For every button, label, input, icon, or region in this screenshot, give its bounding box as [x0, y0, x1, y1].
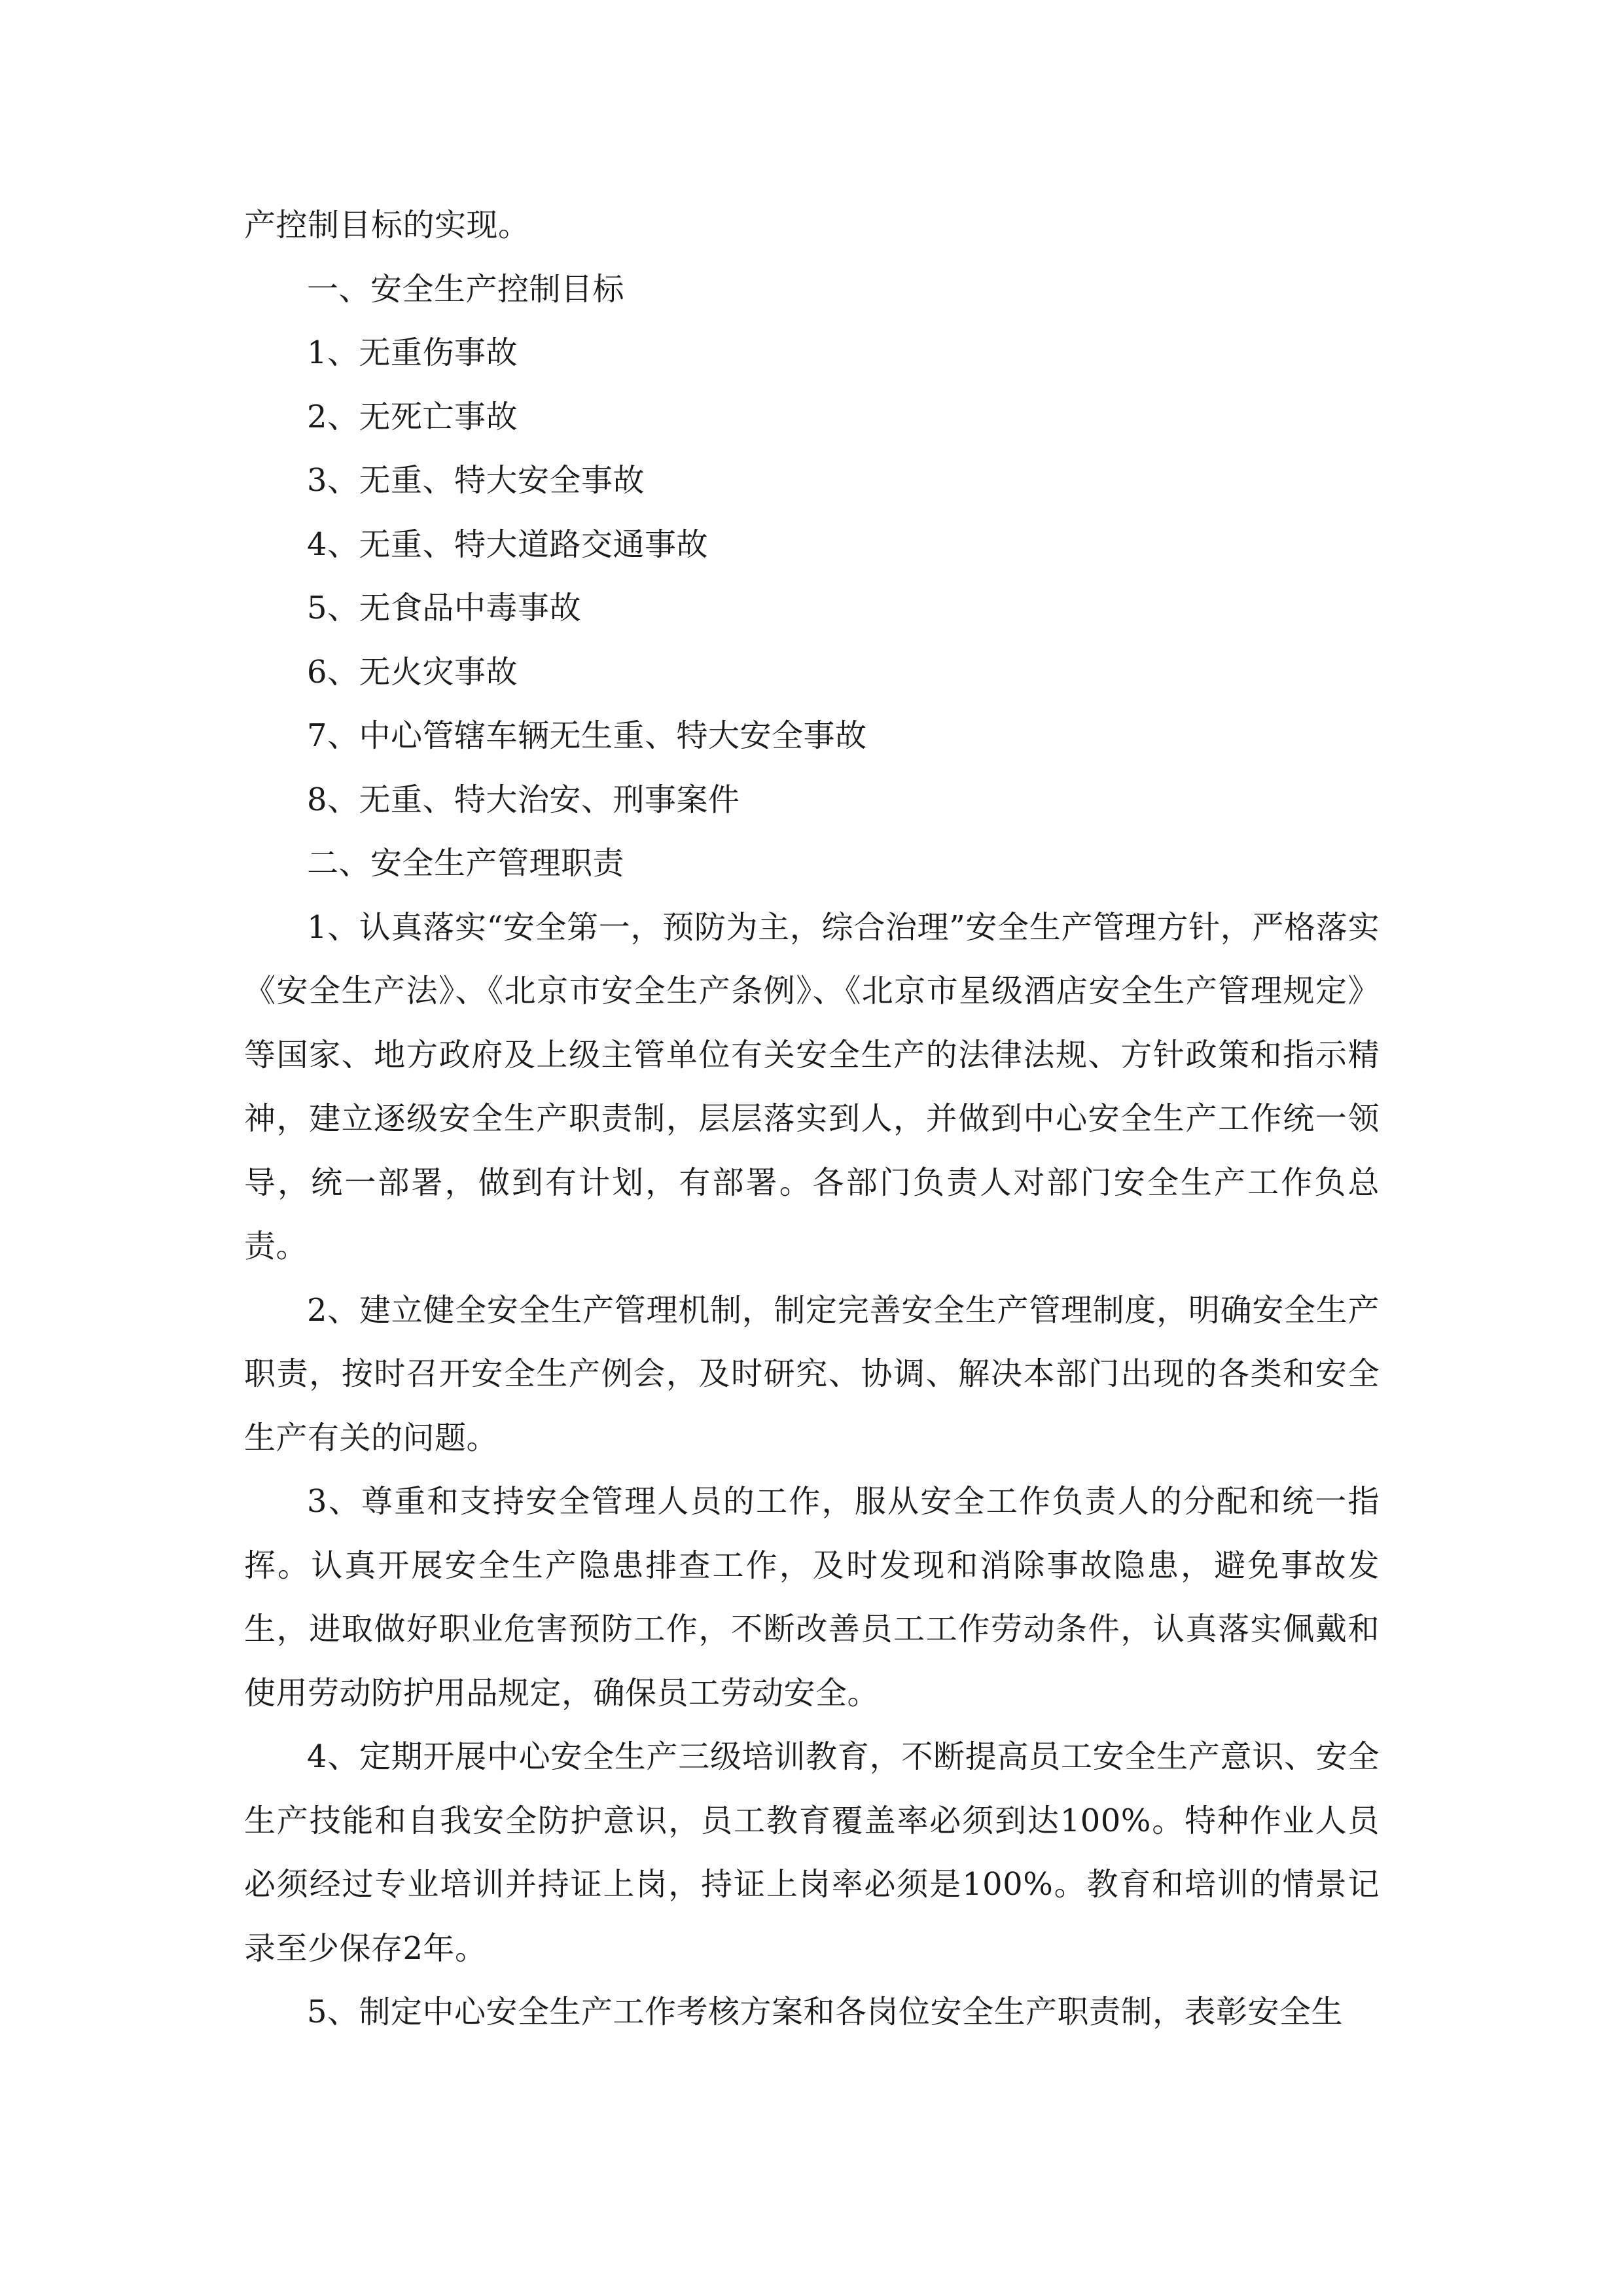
target-item: 2、无死亡事故 [307, 398, 518, 435]
target-item: 7、中心管辖车辆无生重、特大安全事故 [307, 717, 867, 754]
duty-paragraph-5-first-line: 5、制定中心安全生产工作考核方案和各岗位安全生产职责制，表彰安全生 [307, 1994, 1344, 2030]
section-heading-targets: 一、安全生产控制目标 [307, 270, 625, 308]
duty-paragraph-1: 1、认真落实“安全第一，预防为主，综合治理”安全生产管理方针，严格落实《安全生产法》、《北京市安全生产条例》、《北京市星级酒店安全生产管理规定》等国家、地方政府及上级主管单位有关安全生产的法律法规、方针政策和指示精神，建立逐级安全生产职责制，层层落实到人，并做到中心安全生产工作统一领导，统一部署，做到有计划，有部署。各部门负责人对部门安全生产工作负总责。 [244, 908, 1380, 1265]
section-heading-duties: 二、安全生产管理职责 [307, 845, 625, 882]
target-item: 6、无火灾事故 [307, 653, 518, 691]
target-item: 1、无重伤事故 [307, 334, 518, 371]
duty-paragraph-4: 4、定期开展中心安全生产三级培训教育，不断提高员工安全生产意识、安全生产技能和自我安全防护意识，员工教育覆盖率必须到达100%。特种作业人员必须经过专业培训并持证上岗，持证上岗率必须是100%。教育和培训的情景记录至少保存2年。 [244, 1738, 1380, 1967]
document-body [244, 194, 1380, 2045]
target-item: 4、无重、特大道路交通事故 [307, 526, 709, 563]
target-item: 8、无重、特大治安、刑事案件 [307, 781, 740, 818]
target-item: 3、无重、特大安全事故 [307, 462, 645, 499]
duty-paragraph-3: 3、尊重和支持安全管理人员的工作，服从安全工作负责人的分配和统一指挥。认真开展安全生产隐患排查工作，及时发现和消除事故隐患，避免事故发生，进取做好职业危害预防工作，不断改善员工工作劳动条件，认真落实佩戴和使用劳动防护用品规定，确保员工劳动安全。 [244, 1483, 1380, 1712]
duty-paragraph-2: 2、建立健全安全生产管理机制，制定完善安全生产管理制度，明确安全生产职责，按时召开安全生产例会，及时研究、协调、解决本部门出现的各类和安全生产有关的问题。 [244, 1291, 1380, 1456]
target-item: 5、无食品中毒事故 [307, 590, 582, 626]
lead-line: 产控制目标的实现。 [244, 207, 530, 243]
